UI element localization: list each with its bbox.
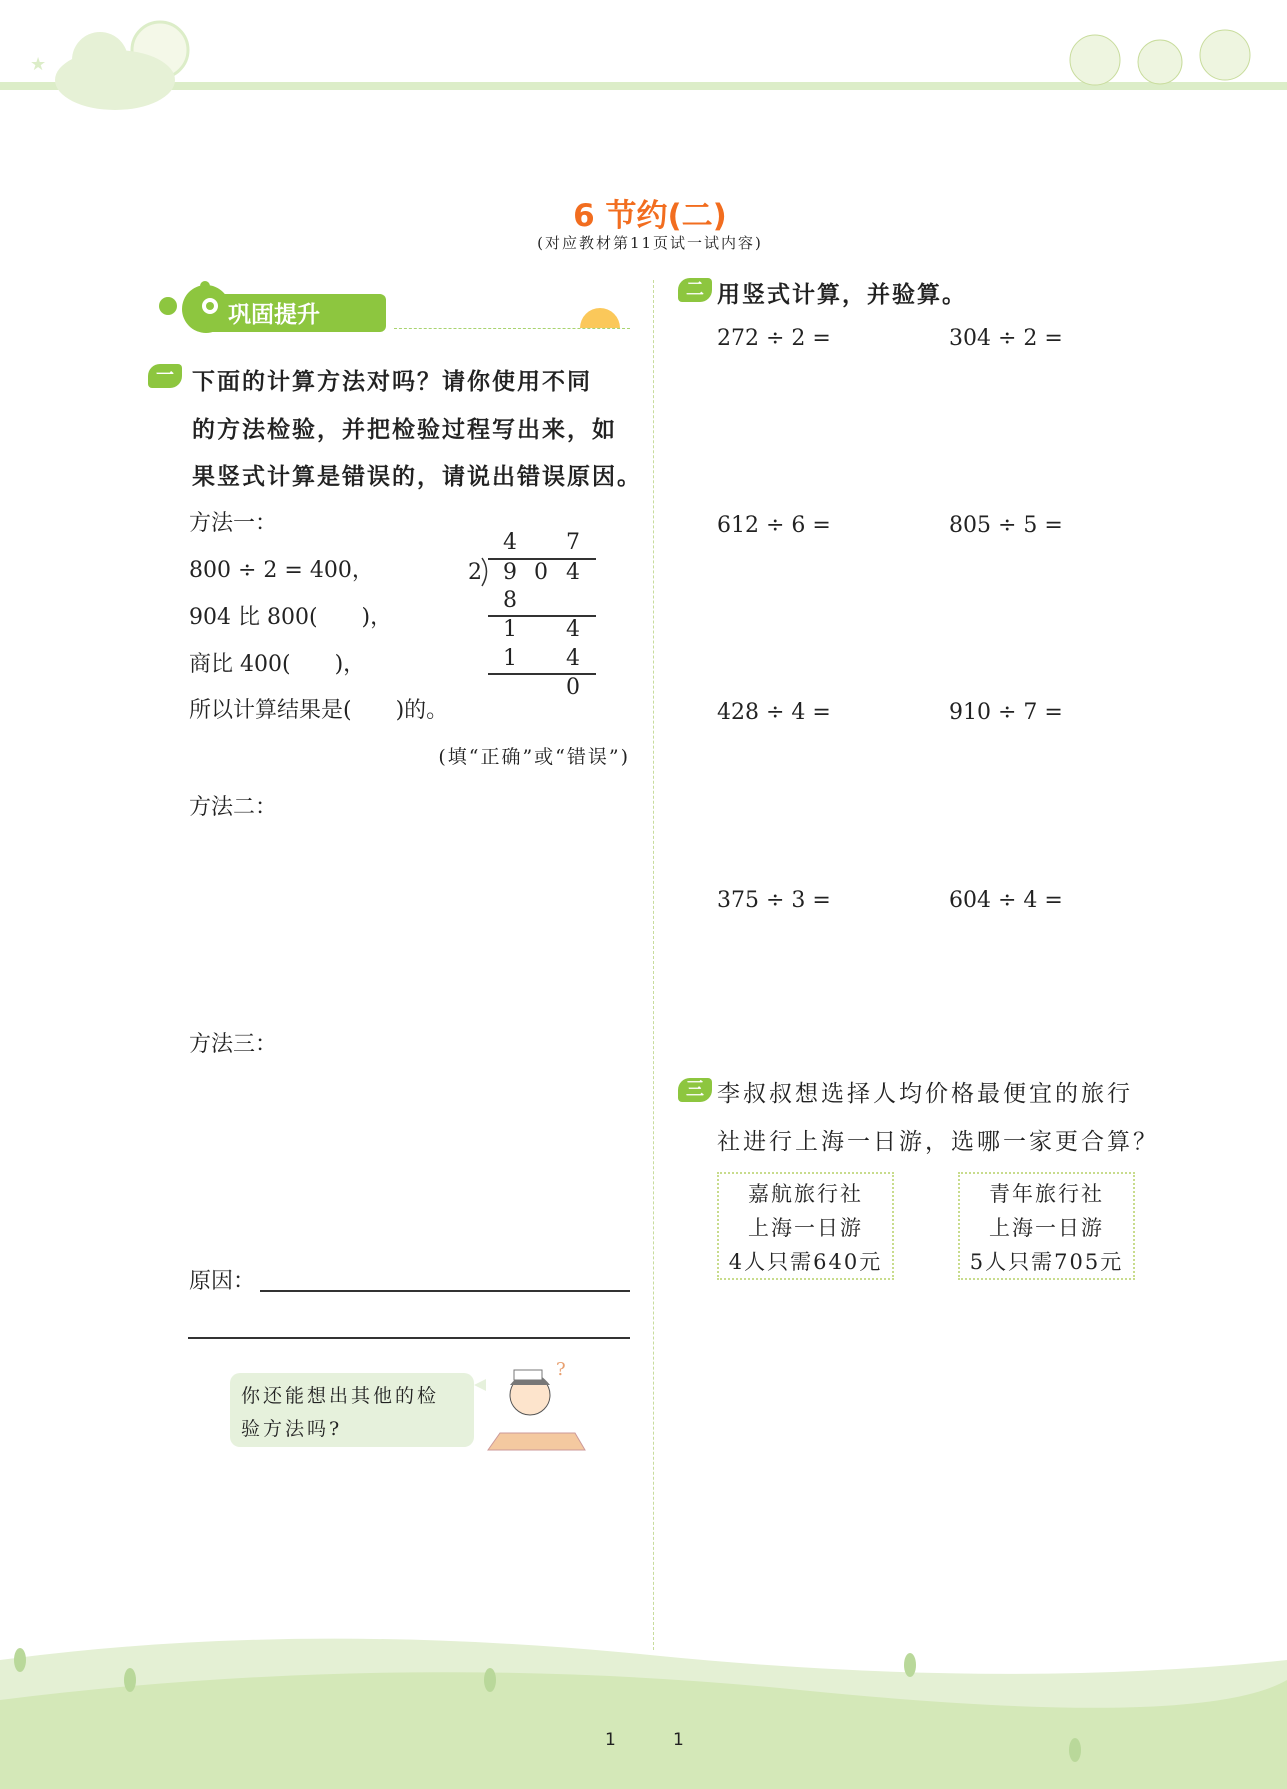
method1-line: 800 ÷ 2 = 400， xyxy=(189,558,374,583)
q1-badge: 一 xyxy=(148,364,182,388)
reason-label: 原因： xyxy=(189,1269,256,1294)
q1-line: 的方法检验，并把检验过程写出来，如 xyxy=(192,417,617,443)
q1-line: 下面的计算方法对吗？请你使用不同 xyxy=(192,369,592,395)
bubble-line: 验方法吗? xyxy=(241,1418,343,1440)
method2-label: 方法二： xyxy=(189,795,278,820)
footer-hills xyxy=(0,1630,1287,1789)
fill-hint: (填“正确”或“错误”) xyxy=(438,746,630,768)
division-problem: 805 ÷ 5 = xyxy=(949,513,1063,538)
step-digit: 4 xyxy=(566,617,580,642)
column-divider xyxy=(653,280,654,1650)
sun-icon xyxy=(578,300,628,330)
division-problem: 612 ÷ 6 = xyxy=(717,513,831,538)
agency-name: 青年旅行社 xyxy=(989,1182,1104,1206)
cloud-sun-icon xyxy=(20,5,210,115)
quotient-digit: 7 xyxy=(566,530,580,555)
division-problem: 272 ÷ 2 = xyxy=(717,326,831,351)
svg-text:★: ★ xyxy=(30,54,47,75)
step-digit: 4 xyxy=(566,646,580,671)
agency-trip: 上海一日游 xyxy=(989,1216,1104,1240)
page-number: 1 xyxy=(605,1730,616,1750)
reason-answer-line[interactable] xyxy=(260,1290,630,1292)
page-title: 6 节约(二) xyxy=(573,198,727,234)
step-digit: 1 xyxy=(503,617,517,642)
division-problem: 910 ÷ 7 = xyxy=(949,700,1063,725)
bubble-line: 你还能想出其他的检 xyxy=(241,1385,440,1407)
division-problem: 375 ÷ 3 = xyxy=(717,888,831,913)
step-digit: 1 xyxy=(503,646,517,671)
agency-card xyxy=(958,1172,1135,1280)
dividend-digit: 4 xyxy=(566,560,580,585)
division-problem: 428 ÷ 4 = xyxy=(717,700,831,725)
q2-badge: 二 xyxy=(678,278,712,302)
method1-line: 904 比 800( )， xyxy=(189,605,393,630)
agency-trip: 上海一日游 xyxy=(748,1216,863,1240)
quotient-digit: 4 xyxy=(503,530,517,555)
q2-title: 用竖式计算，并验算。 xyxy=(717,282,967,308)
q1-line: 果竖式计算是错误的，请说出错误原因。 xyxy=(192,464,642,490)
method1-line: 商比 400( )， xyxy=(189,652,366,677)
page-number: 1 xyxy=(673,1730,684,1750)
agency-card xyxy=(717,1172,894,1280)
animals-icon xyxy=(1060,20,1260,90)
reason-answer-line[interactable] xyxy=(188,1337,630,1339)
dividend-digit: 0 xyxy=(534,560,548,585)
agency-price: 4人只需640元 xyxy=(728,1250,883,1274)
page-subtitle: (对应教材第11页试一试内容) xyxy=(537,234,763,252)
division-problem: 604 ÷ 4 = xyxy=(949,888,1063,913)
method1-line: 所以计算结果是( )的。 xyxy=(189,698,449,723)
method1-label: 方法一： xyxy=(189,511,278,536)
divisor: 2 xyxy=(468,560,482,585)
division-problem: 304 ÷ 2 = xyxy=(949,326,1063,351)
agency-price: 5人只需705元 xyxy=(969,1250,1124,1274)
student-character-icon xyxy=(470,1355,590,1455)
q3-line: 社进行上海一日游，选哪一家更合算？ xyxy=(717,1129,1159,1155)
dividend-digit: 9 xyxy=(503,560,517,585)
svg-text:?: ? xyxy=(556,1359,566,1380)
section-banner-label: 巩固提升 xyxy=(228,302,320,328)
remainder: 0 xyxy=(566,675,580,700)
method3-label: 方法三： xyxy=(189,1032,278,1057)
step-digit: 8 xyxy=(503,588,517,613)
q3-badge: 三 xyxy=(678,1078,712,1102)
q3-line: 李叔叔想选择人均价格最便宜的旅行 xyxy=(717,1081,1133,1107)
agency-name: 嘉航旅行社 xyxy=(748,1182,863,1206)
